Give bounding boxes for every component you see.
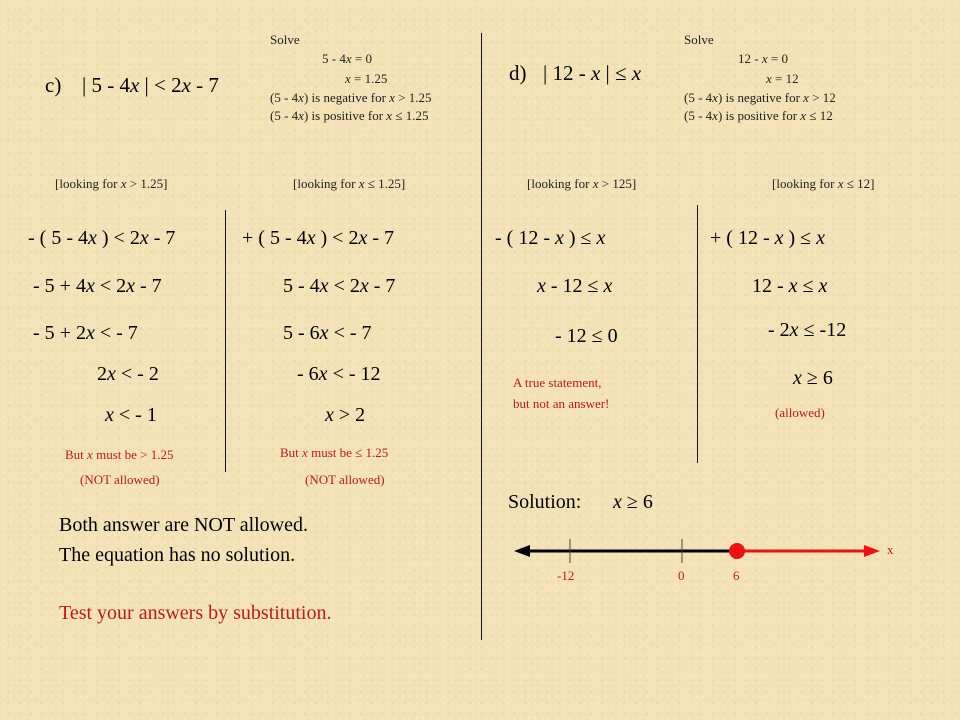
d-right-note: (allowed)	[775, 405, 825, 420]
d-left-note-2: but not an answer!	[513, 396, 610, 411]
c-solve-heading: Solve	[270, 32, 300, 47]
c-right-header: [looking for x ≤ 1.25]	[293, 176, 406, 191]
d-left-step-3: - 12 ≤ 0	[555, 325, 618, 347]
c-left-header: [looking for x > 1.25]	[55, 176, 168, 191]
tick-label-neg12: -12	[557, 568, 575, 583]
d-solve-negative: (5 - 4x) is negative for x > 12	[684, 90, 836, 105]
d-left-step-2: x - 12 ≤ x	[537, 275, 613, 297]
solution-ray-arrow	[864, 545, 880, 557]
d-right-step-4: x ≥ 6	[793, 367, 833, 389]
c-left-verdict: (NOT allowed)	[80, 472, 160, 487]
d-solve-equation: 12 - x = 0	[738, 51, 788, 66]
d-solve-heading: Solve	[684, 32, 714, 47]
c-conclusion-line-1: Both answer are NOT allowed.	[59, 514, 309, 536]
d-right-step-3: - 2x ≤ -12	[768, 319, 847, 341]
c-left-step-2: - 5 + 4x < 2x - 7	[33, 275, 162, 297]
c-title-label: c)	[45, 73, 62, 97]
c-solve-equation: 5 - 4x = 0	[322, 51, 372, 66]
c-solve-root: x = 1.25	[345, 71, 388, 86]
tick-label-0: 0	[678, 568, 685, 583]
d-title-expression: | 12 - x | ≤ x	[543, 61, 642, 85]
c-right-step-4: - 6x < - 12	[297, 363, 381, 385]
c-left-step-3: - 5 + 2x < - 7	[33, 322, 138, 344]
d-solve-positive: (5 - 4x) is positive for x ≤ 12	[684, 108, 833, 123]
d-solve-root: x = 12	[766, 71, 799, 86]
c-solve-negative: (5 - 4x) is negative for x > 1.25	[270, 90, 432, 105]
c-solve-positive: (5 - 4x) is positive for x ≤ 1.25	[270, 108, 429, 123]
c-right-step-2: 5 - 4x < 2x - 7	[283, 275, 396, 297]
c-title-expression: | 5 - 4x | < 2x - 7	[82, 73, 219, 97]
c-right-note: But x must be ≤ 1.25	[280, 445, 389, 460]
d-right-step-2: 12 - x ≤ x	[752, 275, 828, 297]
c-left-step-1: - ( 5 - 4x ) < 2x - 7	[28, 227, 176, 249]
c-right-step-3: 5 - 6x < - 7	[283, 322, 372, 344]
axis-label-x: x	[887, 542, 894, 557]
d-left-step-1: - ( 12 - x ) ≤ x	[495, 227, 606, 249]
c-right-step-1: + ( 5 - 4x ) < 2x - 7	[242, 227, 395, 249]
d-left-note-1: A true statement,	[513, 375, 602, 390]
c-right-step-5: x > 2	[325, 404, 366, 426]
d-title-label: d)	[509, 61, 527, 85]
d-right-header: [looking for x ≤ 12]	[772, 176, 875, 191]
c-conclusion-line-3: Test your answers by substitution.	[59, 602, 332, 624]
c-conclusion-line-2: The equation has no solution.	[59, 544, 296, 566]
c-left-step-5: x < - 1	[105, 404, 157, 426]
d-right-step-1: + ( 12 - x ) ≤ x	[710, 227, 826, 249]
solution-endpoint	[729, 543, 745, 559]
number-line-left-arrow	[514, 545, 530, 557]
c-left-step-4: 2x < - 2	[97, 363, 159, 385]
c-right-verdict: (NOT allowed)	[305, 472, 385, 487]
d-solution-expression: x ≥ 6	[613, 491, 653, 513]
d-left-header: [looking for x > 125]	[527, 176, 637, 191]
tick-label-6: 6	[733, 568, 740, 583]
c-left-note: But x must be > 1.25	[65, 447, 174, 462]
d-solution-label: Solution:	[508, 491, 582, 513]
